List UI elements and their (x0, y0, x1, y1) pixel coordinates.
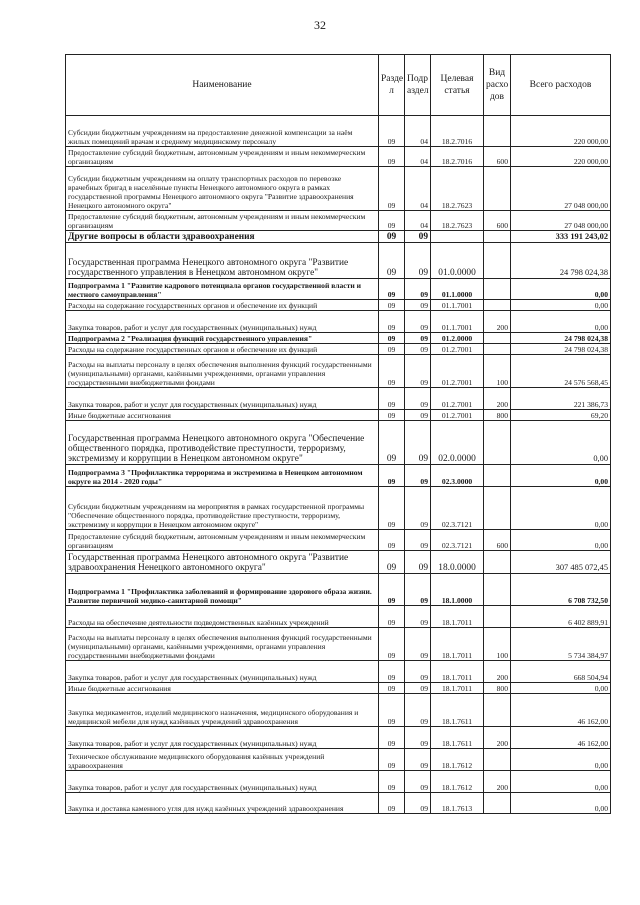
row-name-cell: Субсидии бюджетным учреждениям на мероприятия в рамках государственной программы "Обеспечение общественного порядка, противодействие преступности, терроризму, экстремизму и коррупции в Ненецком автономном округе" (66, 487, 379, 530)
row-target-item-cell: 18.1.7011 (431, 683, 484, 694)
row-target-item-cell: 18.1.7612 (431, 771, 484, 793)
table-row (66, 311, 611, 333)
row-razdel-cell: 09 (379, 388, 405, 410)
row-podrazdel-cell: 09 (405, 749, 431, 771)
row-total-cell: 0,00 (511, 683, 611, 694)
row-razdel-cell: 09 (379, 628, 405, 661)
row-total-cell: 0,00 (511, 279, 611, 300)
row-razdel-cell: 09 (379, 231, 405, 243)
row-total-cell: 0,00 (511, 300, 611, 311)
row-expense-type-cell (484, 749, 511, 771)
row-razdel-cell: 09 (379, 311, 405, 333)
header-total: Всего расходов (511, 55, 611, 116)
row-name-cell: Субсидии бюджетным учреждениям на предоставление денежной компенсации за наём жилых помещений врачам и среднему медицинскому персоналу (66, 116, 379, 147)
table-row (66, 628, 611, 661)
row-podrazdel-cell: 09 (405, 606, 431, 628)
table-row (66, 749, 611, 771)
table-row (66, 771, 611, 793)
table-body (66, 116, 611, 814)
row-podrazdel-cell: 04 (405, 116, 431, 147)
row-expense-type-cell: 800 (484, 410, 511, 421)
row-target-item-cell: 18.1.0000 (431, 574, 484, 606)
table-row (66, 606, 611, 628)
table-row (66, 231, 611, 243)
row-total-cell: 668 504,94 (511, 661, 611, 683)
row-razdel-cell: 09 (379, 487, 405, 530)
table-row (66, 727, 611, 749)
row-target-item-cell: 02.3.7121 (431, 530, 484, 551)
row-razdel-cell: 09 (379, 683, 405, 694)
row-target-item-cell: 18.2.7016 (431, 147, 484, 167)
header-target-item: Целевая статья (431, 55, 484, 116)
row-total-cell: 0,00 (511, 311, 611, 333)
row-podrazdel-cell: 09 (405, 231, 431, 243)
row-target-item-cell: 02.3.7121 (431, 487, 484, 530)
row-expense-type-cell (484, 551, 511, 574)
row-razdel-cell: 09 (379, 167, 405, 211)
row-expense-type-cell (484, 116, 511, 147)
row-razdel-cell: 09 (379, 243, 405, 279)
row-podrazdel-cell: 09 (405, 530, 431, 551)
row-razdel-cell: 09 (379, 606, 405, 628)
row-target-item-cell: 01.2.7001 (431, 388, 484, 410)
row-expense-type-cell (484, 300, 511, 311)
row-razdel-cell: 09 (379, 333, 405, 344)
row-razdel-cell: 09 (379, 147, 405, 167)
row-expense-type-cell (484, 167, 511, 211)
row-razdel-cell: 09 (379, 749, 405, 771)
table-row (66, 344, 611, 355)
row-total-cell: 5 734 384,97 (511, 628, 611, 661)
header-name: Наименование (66, 55, 379, 116)
row-name-cell: Закупка и доставка каменного угля для нужд казённых учреждений здравоохранения (66, 793, 379, 814)
row-name-cell: Расходы на обеспечение деятельности подведомственных казённых учреждений (66, 606, 379, 628)
row-podrazdel-cell: 09 (405, 551, 431, 574)
row-razdel-cell: 09 (379, 574, 405, 606)
row-target-item-cell: 01.2.0000 (431, 333, 484, 344)
row-total-cell: 69,20 (511, 410, 611, 421)
row-expense-type-cell (484, 243, 511, 279)
row-target-item-cell: 01.1.0000 (431, 279, 484, 300)
table-row (66, 421, 611, 465)
row-total-cell: 6 402 889,91 (511, 606, 611, 628)
row-razdel-cell: 09 (379, 410, 405, 421)
row-name-cell: Предоставление субсидий бюджетным, автономным учреждениям и иным некоммерческим организациям (66, 147, 379, 167)
row-expense-type-cell: 200 (484, 388, 511, 410)
table-row (66, 147, 611, 167)
header-expense-type: Вид расхо дов (484, 55, 511, 116)
row-target-item-cell: 18.1.7611 (431, 727, 484, 749)
row-total-cell: 0,00 (511, 749, 611, 771)
row-target-item-cell: 18.0.0000 (431, 551, 484, 574)
row-name-cell: Расходы на выплаты персоналу в целях обеспечения выполнения функций государственными (муниципальными) органами, казёнными учреждениями, органами управления государственными внебюджетными фондами (66, 628, 379, 661)
table-row (66, 530, 611, 551)
row-total-cell: 0,00 (511, 421, 611, 465)
row-expense-type-cell (484, 231, 511, 243)
row-total-cell: 27 048 000,00 (511, 211, 611, 231)
row-total-cell: 220 000,00 (511, 116, 611, 147)
row-target-item-cell: 01.1.7001 (431, 311, 484, 333)
row-razdel-cell: 09 (379, 771, 405, 793)
row-razdel-cell: 09 (379, 465, 405, 487)
row-target-item-cell: 18.1.7011 (431, 628, 484, 661)
row-name-cell: Расходы на выплаты персоналу в целях обеспечения выполнения функций государственными (муниципальными) органами, казёнными учреждениями, органами управления государственными внебюджетными фондами (66, 355, 379, 388)
row-razdel-cell: 09 (379, 355, 405, 388)
row-target-item-cell: 18.2.7623 (431, 211, 484, 231)
row-total-cell: 0,00 (511, 530, 611, 551)
table-row (66, 211, 611, 231)
row-podrazdel-cell: 09 (405, 243, 431, 279)
row-name-cell: Государственная программа Ненецкого автономного округа "Обеспечение общественного порядка, противодействие преступности, терроризму, экстремизму и коррупции в Ненецком автономном округе" (66, 421, 379, 465)
row-name-cell: Предоставление субсидий бюджетным, автономным учреждениям и иным некоммерческим организациям (66, 211, 379, 231)
row-total-cell: 6 708 732,50 (511, 574, 611, 606)
row-razdel-cell: 09 (379, 694, 405, 727)
row-total-cell: 333 191 243,02 (511, 231, 611, 243)
row-podrazdel-cell: 09 (405, 727, 431, 749)
row-total-cell: 220 000,00 (511, 147, 611, 167)
table-row (66, 487, 611, 530)
table-row (66, 333, 611, 344)
row-podrazdel-cell: 09 (405, 279, 431, 300)
row-podrazdel-cell: 09 (405, 694, 431, 727)
row-podrazdel-cell: 09 (405, 574, 431, 606)
row-name-cell: Подпрограмма 3 "Профилактика терроризма и экстремизма в Ненецком автономном округе на 2014 - 2020 годы" (66, 465, 379, 487)
table-row (66, 661, 611, 683)
row-podrazdel-cell: 09 (405, 628, 431, 661)
row-expense-type-cell (484, 279, 511, 300)
table-row (66, 355, 611, 388)
row-podrazdel-cell: 09 (405, 683, 431, 694)
row-name-cell: Подпрограмма 2 "Реализация функций государственного управления" (66, 333, 379, 344)
row-razdel-cell: 09 (379, 300, 405, 311)
table-row (66, 410, 611, 421)
row-total-cell: 46 162,00 (511, 694, 611, 727)
row-name-cell: Расходы на содержание государственных органов и обеспечение их функций (66, 300, 379, 311)
row-target-item-cell: 01.2.7001 (431, 344, 484, 355)
table-row (66, 300, 611, 311)
row-total-cell: 27 048 000,00 (511, 167, 611, 211)
row-name-cell: Субсидии бюджетным учреждениям на оплату транспортных расходов по перевозке врачебных бригад в населённые пункты Ненецкого автономного округа в рамках государственной программы Ненецкого автономного округа "Развитие здравоохранения Ненецкого автономного округа" (66, 167, 379, 211)
row-target-item-cell: 01.2.7001 (431, 355, 484, 388)
row-expense-type-cell: 200 (484, 727, 511, 749)
row-name-cell: Подпрограмма 1 "Профилактика заболеваний и формирование здорового образа жизни. Развитие первичной медико-санитарной помощи" (66, 574, 379, 606)
row-podrazdel-cell: 09 (405, 487, 431, 530)
row-razdel-cell: 09 (379, 551, 405, 574)
row-expense-type-cell: 200 (484, 661, 511, 683)
header-podrazdel: Подр аздел (405, 55, 431, 116)
table-header-row (66, 55, 611, 116)
table-row (66, 167, 611, 211)
row-podrazdel-cell: 04 (405, 211, 431, 231)
row-name-cell: Государственная программа Ненецкого автономного округа "Развитие государственного управления в Ненецком автономном округе" (66, 243, 379, 279)
row-podrazdel-cell: 09 (405, 661, 431, 683)
row-name-cell: Подпрограмма 1 "Развитие кадрового потенциала органов государственной власти и местного самоуправления" (66, 279, 379, 300)
row-name-cell: Расходы на содержание государственных органов и обеспечение их функций (66, 344, 379, 355)
row-target-item-cell: 18.1.7612 (431, 749, 484, 771)
row-target-item-cell: 01.0.0000 (431, 243, 484, 279)
row-expense-type-cell: 200 (484, 771, 511, 793)
header-razdel: Разде л (379, 55, 405, 116)
row-podrazdel-cell: 09 (405, 355, 431, 388)
row-total-cell: 24 798 024,38 (511, 344, 611, 355)
table-row (66, 574, 611, 606)
row-name-cell: Государственная программа Ненецкого автономного округа "Развитие здравоохранения Ненецкого автономного округа" (66, 551, 379, 574)
row-target-item-cell: 18.2.7016 (431, 116, 484, 147)
table-row (66, 465, 611, 487)
row-expense-type-cell (484, 465, 511, 487)
row-target-item-cell: 18.2.7623 (431, 167, 484, 211)
row-razdel-cell: 09 (379, 211, 405, 231)
row-razdel-cell: 09 (379, 279, 405, 300)
row-target-item-cell: 18.1.7011 (431, 661, 484, 683)
row-name-cell: Техническое обслуживание медицинского оборудования казённых учреждений здравоохранения (66, 749, 379, 771)
row-name-cell: Закупка товаров, работ и услуг для государственных (муниципальных) нужд (66, 388, 379, 410)
row-razdel-cell: 09 (379, 116, 405, 147)
row-podrazdel-cell: 09 (405, 344, 431, 355)
row-expense-type-cell: 600 (484, 530, 511, 551)
row-name-cell: Закупка товаров, работ и услуг для государственных (муниципальных) нужд (66, 311, 379, 333)
row-total-cell: 0,00 (511, 771, 611, 793)
row-name-cell: Закупка медикаментов, изделий медицинского назначения, медицинского оборудования и медицинской мебели для нужд казённых учреждений здравоохранения (66, 694, 379, 727)
row-expense-type-cell (484, 333, 511, 344)
row-razdel-cell: 09 (379, 344, 405, 355)
row-total-cell: 46 162,00 (511, 727, 611, 749)
table-row (66, 243, 611, 279)
row-podrazdel-cell: 09 (405, 300, 431, 311)
row-total-cell: 24 576 568,45 (511, 355, 611, 388)
table-row (66, 551, 611, 574)
table-row (66, 388, 611, 410)
table-row (66, 793, 611, 814)
table-row (66, 694, 611, 727)
row-podrazdel-cell: 09 (405, 311, 431, 333)
row-razdel-cell: 09 (379, 661, 405, 683)
table-row (66, 683, 611, 694)
row-podrazdel-cell: 09 (405, 793, 431, 814)
row-expense-type-cell (484, 344, 511, 355)
row-target-item-cell (431, 231, 484, 243)
row-podrazdel-cell: 09 (405, 465, 431, 487)
row-podrazdel-cell: 04 (405, 167, 431, 211)
row-expense-type-cell (484, 694, 511, 727)
row-total-cell: 24 798 024,38 (511, 243, 611, 279)
row-podrazdel-cell: 09 (405, 410, 431, 421)
row-total-cell: 221 386,73 (511, 388, 611, 410)
row-target-item-cell: 02.0.0000 (431, 421, 484, 465)
row-total-cell: 307 485 072,45 (511, 551, 611, 574)
row-expense-type-cell (484, 793, 511, 814)
row-expense-type-cell (484, 606, 511, 628)
row-total-cell: 0,00 (511, 465, 611, 487)
row-target-item-cell: 02.3.0000 (431, 465, 484, 487)
row-name-cell: Закупка товаров, работ и услуг для государственных (муниципальных) нужд (66, 727, 379, 749)
row-expense-type-cell (484, 574, 511, 606)
row-expense-type-cell: 600 (484, 211, 511, 231)
row-expense-type-cell: 100 (484, 628, 511, 661)
row-target-item-cell: 18.1.7613 (431, 793, 484, 814)
row-expense-type-cell: 600 (484, 147, 511, 167)
row-expense-type-cell: 200 (484, 311, 511, 333)
row-name-cell: Иные бюджетные ассигнования (66, 410, 379, 421)
row-razdel-cell: 09 (379, 421, 405, 465)
table-row (66, 116, 611, 147)
row-total-cell: 0,00 (511, 487, 611, 530)
row-name-cell: Закупка товаров, работ и услуг для государственных (муниципальных) нужд (66, 661, 379, 683)
row-target-item-cell: 01.1.7001 (431, 300, 484, 311)
page-number: 32 (314, 18, 326, 32)
budget-table (65, 54, 611, 814)
row-podrazdel-cell: 09 (405, 421, 431, 465)
row-expense-type-cell (484, 421, 511, 465)
row-podrazdel-cell: 09 (405, 771, 431, 793)
row-expense-type-cell: 100 (484, 355, 511, 388)
row-total-cell: 24 798 024,38 (511, 333, 611, 344)
table-row (66, 279, 611, 300)
row-target-item-cell: 18.1.7611 (431, 694, 484, 727)
row-razdel-cell: 09 (379, 727, 405, 749)
row-name-cell: Предоставление субсидий бюджетным, автономным учреждениям и иным некоммерческим организациям (66, 530, 379, 551)
row-podrazdel-cell: 09 (405, 388, 431, 410)
row-expense-type-cell (484, 487, 511, 530)
row-razdel-cell: 09 (379, 530, 405, 551)
row-name-cell: Иные бюджетные ассигнования (66, 683, 379, 694)
row-target-item-cell: 01.2.7001 (431, 410, 484, 421)
row-podrazdel-cell: 04 (405, 147, 431, 167)
row-podrazdel-cell: 09 (405, 333, 431, 344)
row-name-cell: Закупка товаров, работ и услуг для государственных (муниципальных) нужд (66, 771, 379, 793)
row-target-item-cell: 18.1.7011 (431, 606, 484, 628)
row-name-cell: Другие вопросы в области здравоохранения (66, 231, 379, 243)
row-total-cell: 0,00 (511, 793, 611, 814)
row-expense-type-cell: 800 (484, 683, 511, 694)
row-razdel-cell: 09 (379, 793, 405, 814)
